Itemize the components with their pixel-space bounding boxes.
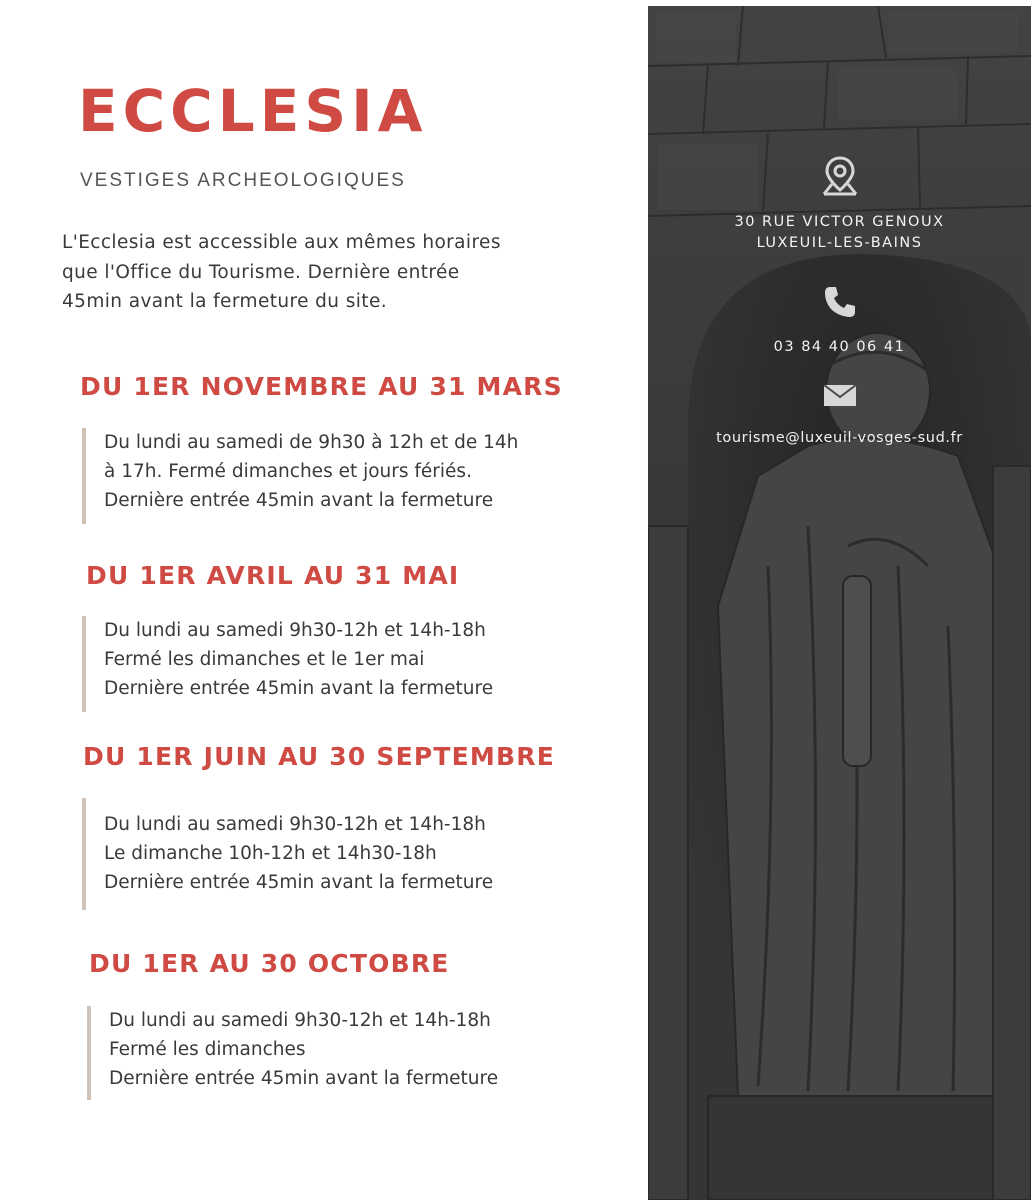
email-address[interactable]: tourisme@luxeuil-vosges-sud.fr (716, 430, 963, 446)
hours-line: Du lundi au samedi 9h30-12h et 14h-18h (109, 1010, 491, 1031)
intro-line: 45min avant la fermeture du site. (62, 291, 388, 312)
email-block (648, 382, 1031, 449)
section-hours-april-may (82, 616, 493, 712)
hours-line: Dernière entrée 45min avant la fermeture (104, 490, 494, 511)
section-heading-april-may: DU 1ER AVRIL AU 31 MAI (86, 561, 460, 590)
hours-line: Du lundi au samedi 9h30-12h et 14h-18h (104, 814, 486, 835)
hours-line: Fermé les dimanches (109, 1039, 306, 1060)
page-title: ECCLESIA (78, 77, 428, 145)
intro-line: L'Ecclesia est accessible aux mêmes horaires (62, 232, 501, 253)
section-hours-november-march (82, 428, 518, 524)
section-heading-november-march: DU 1ER NOVEMBRE AU 31 MARS (80, 372, 563, 401)
section-hours-june-september (82, 798, 493, 910)
address-block (648, 154, 1031, 254)
hours-line: Le dimanche 10h-12h et 14h30-18h (104, 843, 437, 864)
section-heading-june-september: DU 1ER JUIN AU 30 SEPTEMBRE (83, 742, 555, 771)
hours-line: Du lundi au samedi de 9h30 à 12h et de 14h (104, 432, 519, 453)
page-subtitle: VESTIGES ARCHEOLOGIQUES (80, 170, 406, 191)
phone-number[interactable]: 03 84 40 06 41 (773, 339, 906, 355)
phone-block (648, 284, 1031, 358)
phone-icon (648, 284, 1031, 324)
hours-line: Fermé les dimanches et le 1er mai (104, 649, 425, 670)
map-pin-icon (648, 154, 1031, 202)
envelope-icon (648, 382, 1031, 412)
statue-photo-panel (648, 6, 1031, 1200)
address-line: LUXEUIL-LES-BAINS (756, 235, 923, 251)
hours-line: Dernière entrée 45min avant la fermeture (104, 678, 494, 699)
hours-line: Du lundi au samedi 9h30-12h et 14h-18h (104, 620, 486, 641)
hours-line: Dernière entrée 45min avant la fermeture (104, 872, 494, 893)
hours-line: Dernière entrée 45min avant la fermeture (109, 1068, 499, 1089)
intro-text (62, 228, 622, 317)
intro-line: que l'Office du Tourisme. Dernière entrée (62, 261, 460, 283)
section-heading-october: DU 1ER AU 30 OCTOBRE (89, 949, 450, 978)
address-line: 30 RUE VICTOR GENOUX (734, 214, 945, 230)
hours-line: à 17h. Fermé dimanches et jours fériés. (104, 461, 472, 482)
section-hours-october (87, 1006, 498, 1100)
